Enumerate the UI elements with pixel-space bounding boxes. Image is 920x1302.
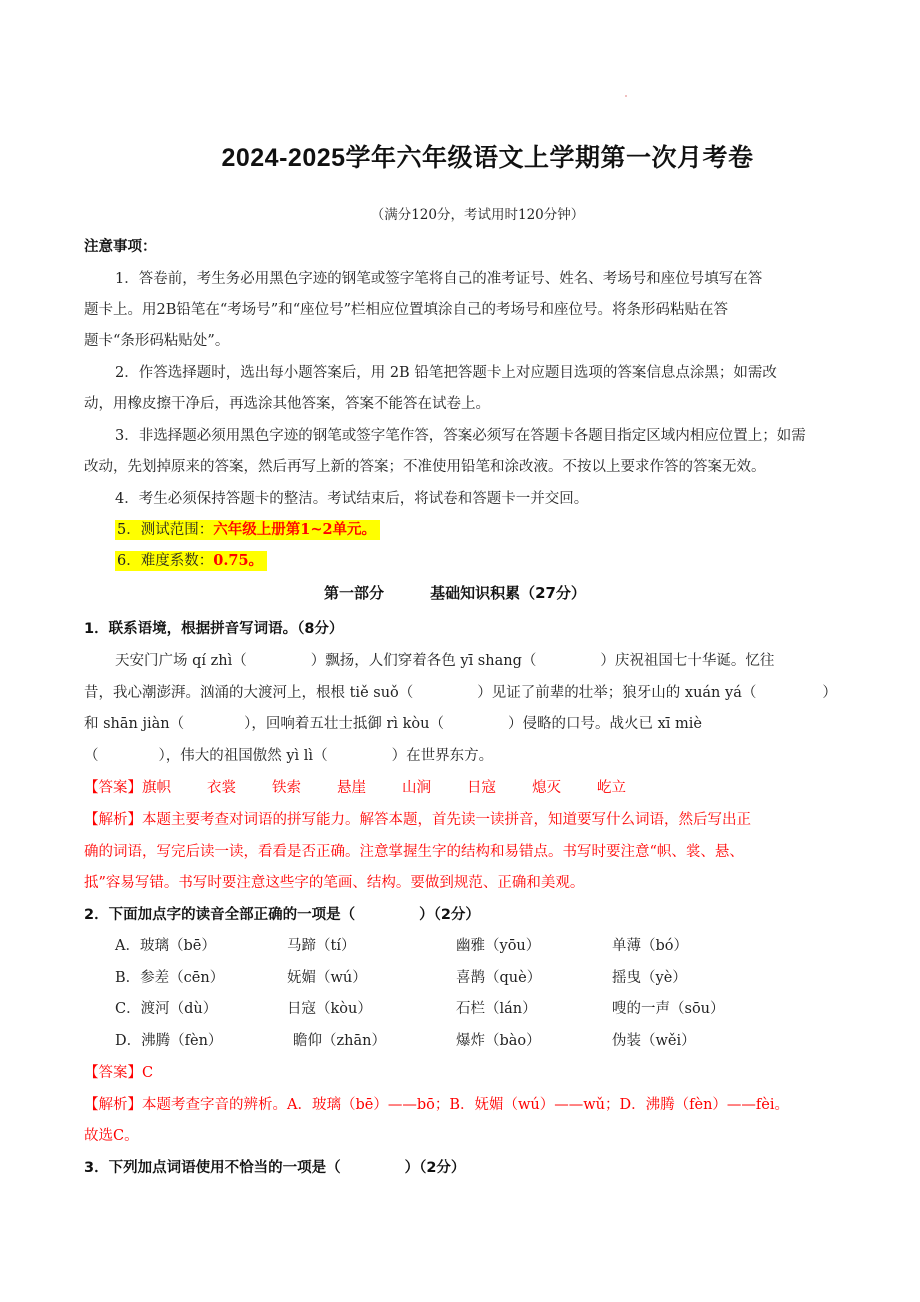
answer-word: 屹立 — [597, 780, 626, 796]
q1-l2-a: 昔，我心潮澎湃。汹涌的大渡河上，根根 tiě suǒ（ — [84, 685, 414, 701]
q1-l4-b: ），伟大的祖国傲然 yì lì（ — [158, 748, 328, 764]
q1-l2-c: ） — [822, 685, 837, 701]
answer-word: 山涧 — [402, 780, 431, 796]
notice-item-1-line-1: 1．答卷前，考生务必用黑色字迹的钢笔或签字笔将自己的准考证号、姓名、考场号和座位号填写在答 — [115, 271, 763, 287]
q2-option-c-c2: 日寇（kòu） — [287, 1001, 372, 1017]
q1-l3-c: ）侵略的口号。战火已 xī miè — [508, 716, 703, 732]
q2-option-b-c3: 喜鹊（què） — [456, 970, 542, 986]
q1-l3-b: ），回响着五壮士抵御 rì kòu（ — [244, 716, 445, 732]
q1-l1-c: ）庆祝祖国七十华诞。忆往 — [600, 653, 775, 669]
q2-option-b-c2: 妩媚（wú） — [287, 970, 367, 986]
q2-analysis-line-2: 故选C。 — [84, 1128, 139, 1144]
q1-analysis-line-2: 确的词语，写完后读一读，看看是否正确。注意掌握生字的结构和易错点。书写时要注意“帜、裳、悬、 — [84, 844, 744, 860]
q2-option-a-c3: 幽雅（yōu） — [456, 938, 541, 954]
difficulty-label: 6．难度系数： — [117, 553, 214, 569]
q2-option-d-c2: 瞻仰（zhān） — [293, 1033, 386, 1049]
analysis-label: 【解析】 — [84, 1097, 142, 1113]
highlight-difficulty — [115, 551, 267, 571]
difficulty-value: 0.75。 — [213, 552, 264, 569]
notice-item-2-line-1: 2．作答选择题时，选出每小题答案后，用 2B 铅笔把答题卡上对应题目选项的答案信息点涂黑；如需改 — [115, 365, 777, 381]
q2-option-a-c2: 马蹄（tí） — [287, 938, 356, 954]
test-scope-label: 5．测试范围： — [117, 522, 214, 538]
q2-option-b-c1: B．参差（cēn） — [115, 970, 225, 986]
highlight-test-scope — [115, 520, 380, 540]
answer-word: 衣裳 — [207, 780, 236, 796]
q2-analysis-line-1 — [84, 1093, 789, 1114]
q1-analysis-line-1 — [84, 808, 751, 829]
answer-word: 熄灭 — [532, 780, 561, 796]
q2-option-d-c4: 伪装（wěi） — [612, 1033, 696, 1049]
answer-value: C — [142, 1065, 154, 1081]
q2-answer — [84, 1061, 153, 1082]
q3-stem-score: ）（2分） — [404, 1160, 466, 1176]
q1-l1-a: 天安门广场 qí zhì（ — [115, 653, 247, 669]
answer-word: 悬崖 — [337, 780, 366, 796]
q1-l3-a: 和 shān jiàn（ — [84, 716, 185, 732]
q2-option-a-c1: A．玻璃（bē） — [115, 938, 216, 954]
section-name: 基础知识积累（27分） — [430, 584, 586, 602]
q2-option-c-c1: C．渡河（dù） — [115, 1001, 218, 1017]
analysis-text: 本题考查字音的辨析。A．玻璃（bē）——bō；B．妩媚（wú）——wǔ；D．沸腾（fèn）——fèi。 — [142, 1097, 789, 1113]
q1-l4-c: ）在世界东方。 — [391, 748, 494, 764]
q1-text-line-3 — [84, 712, 702, 733]
answer-word: 铁索 — [272, 780, 301, 796]
test-scope-value: 六年级上册第1~2单元。 — [213, 521, 377, 538]
q1-analysis-line-3: 抵”容易写错。书写时要注意这些字的笔画、结构。要做到规范、正确和美观。 — [84, 875, 585, 891]
section-part: 第一部分 — [324, 584, 385, 602]
notice-item-1-line-2: 题卡上。用2B铅笔在“考场号”和“座位号”栏相应位置填涂自己的考场号和座位号。将条形码粘贴在答 — [84, 302, 729, 318]
notice-item-5 — [115, 518, 380, 539]
answer-label: 【答案】 — [84, 780, 142, 796]
notice-item-6 — [115, 549, 267, 570]
notice-item-2-line-2: 动，用橡皮擦干净后，再选涂其他答案，答案不能答在试卷上。 — [84, 396, 490, 412]
section-heading — [0, 582, 910, 603]
analysis-label: 【解析】 — [84, 812, 142, 828]
q1-l2-b: ）见证了前辈的壮举；狼牙山的 xuán yá（ — [477, 685, 757, 701]
q2-stem-text: 2．下面加点字的读音全部正确的一项是（ — [84, 907, 356, 923]
q1-text-line-1 — [115, 649, 774, 670]
notice-item-3-line-1: 3．非选择题必须用黑色字迹的钢笔或签字笔作答，答案必须写在答题卡各题目指定区域内相应位置上；如需 — [115, 428, 806, 444]
q2-option-b-c4: 摇曳（yè） — [612, 970, 687, 986]
answer-label: 【答案】 — [84, 1065, 142, 1081]
q2-option-d-c3: 爆炸（bào） — [456, 1033, 541, 1049]
q2-option-c-c4: 嗖的一声（sōu） — [612, 1001, 725, 1017]
analysis-text: 本题主要考查对词语的拼写能力。解答本题，首先读一读拼音，知道要写什么词语，然后写出正 — [142, 812, 751, 828]
page-title: 2024-2025学年六年级语文上学期第一次月考卷 — [221, 144, 754, 172]
answer-word: 日寇 — [467, 780, 496, 796]
notice-item-4: 4．考生必须保持答题卡的整洁。考试结束后，将试卷和答题卡一并交回。 — [115, 491, 589, 507]
q2-stem — [84, 903, 480, 924]
notice-heading: 注意事项： — [84, 239, 157, 255]
notice-item-1-line-3: 题卡“条形码粘贴处”。 — [84, 333, 230, 349]
stray-mark — [625, 95, 627, 97]
exam-subtitle: （满分120分，考试用时120分钟） — [370, 207, 585, 223]
q2-option-c-c3: 石栏（lán） — [456, 1001, 537, 1017]
q1-l1-b: ）飘扬，人们穿着各色 yī shang（ — [310, 653, 537, 669]
q3-stem — [84, 1156, 465, 1177]
q3-stem-text: 3．下列加点词语使用不恰当的一项是（ — [84, 1160, 341, 1176]
q1-answer — [84, 776, 662, 797]
answer-word: 旗帜 — [142, 780, 171, 796]
q2-option-d-c1: D．沸腾（fèn） — [115, 1033, 223, 1049]
q2-option-a-c4: 单薄（bó） — [612, 938, 689, 954]
q1-text-line-4 — [84, 744, 493, 765]
q1-l4-a: （ — [84, 748, 99, 764]
q1-stem: 1．联系语境，根据拼音写词语。（8分） — [84, 621, 344, 637]
q1-text-line-2 — [84, 681, 837, 702]
notice-item-3-line-2: 改动，先划掉原来的答案，然后再写上新的答案；不准使用铅笔和涂改液。不按以上要求作答的答案无效。 — [84, 459, 766, 475]
q2-stem-score: ）（2分） — [419, 907, 480, 923]
